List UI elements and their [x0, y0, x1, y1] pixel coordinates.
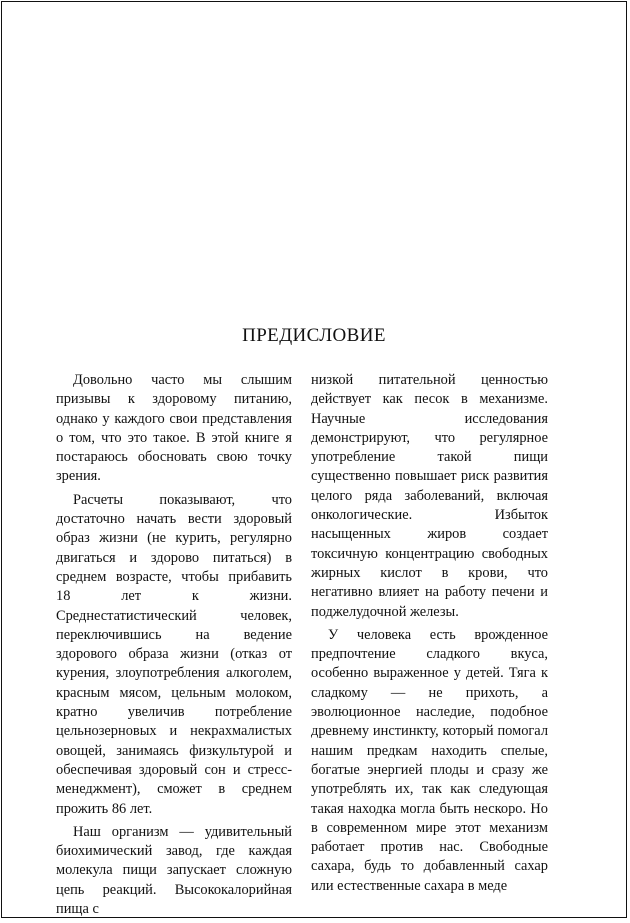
- paragraph-continued: низкой питательной ценностью действует как песок в механизме. Научные исследования демонстрируют, что регулярное употребление такой пищи существенно повышает риск развития целого ряда заболеваний, включая онкологические. Избыток насыщенных жиров создает токсичную концентрацию свободных жирных кислот в крови, что негативно влияет на работу печени и поджелудочной железы.: [311, 372, 548, 620]
- chapter-heading: ПРЕДИСЛОВИЕ: [242, 325, 386, 346]
- paragraph: Наш организм — удивительный биохимический завод, где каждая молекула пищи запускает сложную цепь реакций. Высококалорийная пища с: [56, 823, 292, 918]
- paragraph: Расчеты показывают, что достаточно начать вести здоровый образ жизни (не курить, регулярно двигаться и здорово питаться) в среднем возрасте, чтобы прибавить 18 лет к жизни. Среднестатистический человек, переключившись на ведение здорового образа жизни (отказ от курения, злоупотребления алкоголем, красным мясом, цельным молоком, кратно увеличив потребление цельнозерновых и некрахмалистых овощей, занимаясь физкультурой и обеспечивая здоровый сон и стресс-менеджмент), сможет в среднем прожить 86 лет.: [56, 491, 292, 817]
- left-text-column: [56, 371, 292, 923]
- book-page: [1, 1, 627, 918]
- paragraph: Довольно часто мы слышим призывы к здоровому питанию, однако у каждого свои представления о том, что это такое. В этой книге я постараюсь обосновать свою точку зрения.: [56, 372, 292, 485]
- paragraph: У человека есть врожденное предпочтение сладкого вкуса, особенно выраженное у детей. Тяга к сладкому — не прихоть, а эволюционное наследие, подобное древнему инстинкту, который помогал нашим предкам находить спелые, богатые энергией плоды и сразу же употреблять их, так как следующая такая находка могла быть нескоро. Но в современном мире этот механизм работает против нас. Свободные сахара, будь то добавленный сахар или естественные сахара в меде: [311, 626, 548, 894]
- right-text-column: [311, 371, 548, 900]
